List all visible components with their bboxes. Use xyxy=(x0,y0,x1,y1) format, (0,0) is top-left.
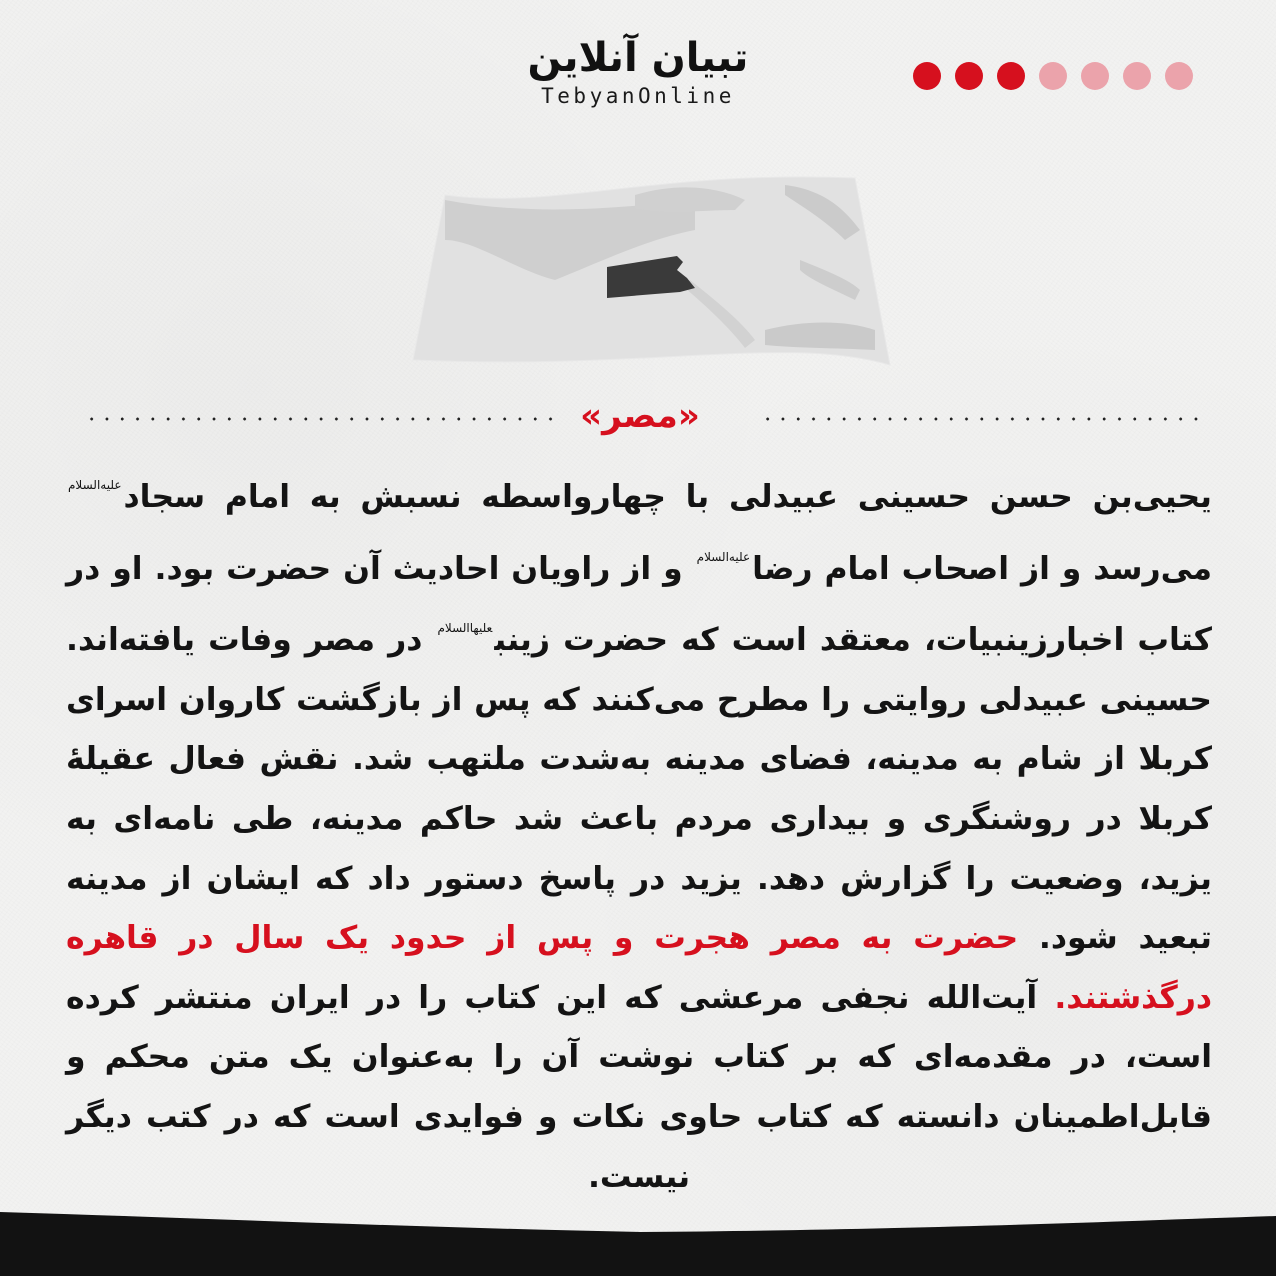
map-icon xyxy=(405,170,895,370)
article-text: در مصر وفات یافته‌اند. حسینی عبیدلی روایتی را مطرح می‌کنند که پس از بازگشت کاروان اسرای کربلا از شام به مدینه، فضای مدینه به‌شدت ملتهب شد. نقش فعال عقیلهٔ کربلا در روشنگری و بیداری مردم باعث شد حاکم مدینه، طی نامه‌ای به یزید، وضعیت را گزارش دهد. یزید در پاسخ دستور داد که ایشان از مدینه تبعید شود. xyxy=(66,622,1213,957)
pagination-dot-1 xyxy=(913,62,941,90)
article-text: می‌رسد و از اصحاب امام رضا xyxy=(752,550,1212,587)
logo-english: TebyanOnline xyxy=(541,84,735,108)
pagination-dot-3 xyxy=(997,62,1025,90)
dotted-divider-right xyxy=(760,417,1200,421)
article-text: آیت‌الله نجفی مرعشی که این کتاب را در ایران منتشر کرده است، در مقدمه‌ای که بر کتاب نوشت آن را به‌عنوان یک متن محکم و قابل‌اطمینان دانسته که کتاب حاوی نکات و فوایدی است که در کتب دیگر نیست. xyxy=(66,979,1212,1195)
slide-pagination xyxy=(913,62,1193,90)
honorific-glyph: علیه‌السلام xyxy=(68,478,122,492)
footer-band xyxy=(0,1200,1276,1276)
logo xyxy=(518,36,758,108)
pagination-dot-5 xyxy=(1081,62,1109,90)
pagination-dot-2 xyxy=(955,62,983,90)
article-body xyxy=(66,456,1212,1207)
honorific-glyph: علیه‌السلام xyxy=(696,549,751,564)
logo-persian: تبیان آنلاین xyxy=(527,35,749,81)
article-text: یحیی‌بن حسن حسینی عبیدلی با چهارواسطه نسبش به امام سجاد xyxy=(123,479,1212,515)
dotted-divider-left xyxy=(84,417,554,421)
honorific-glyph: علیهاالسلام xyxy=(437,621,493,636)
pagination-dot-7 xyxy=(1165,62,1193,90)
article-text: و از راویان احادیث آن حضرت بود. او در کتاب اخبارزینبیات، معتقد است که حضرت زینب xyxy=(66,550,1213,659)
pagination-dot-6 xyxy=(1123,62,1151,90)
pagination-dot-4 xyxy=(1039,62,1067,90)
highlighted-sentence: حضرت به مصر هجرت و پس از حدود یک سال در قاهره درگذشتند. xyxy=(66,920,1212,1016)
page-title: «مصر» xyxy=(580,396,700,436)
